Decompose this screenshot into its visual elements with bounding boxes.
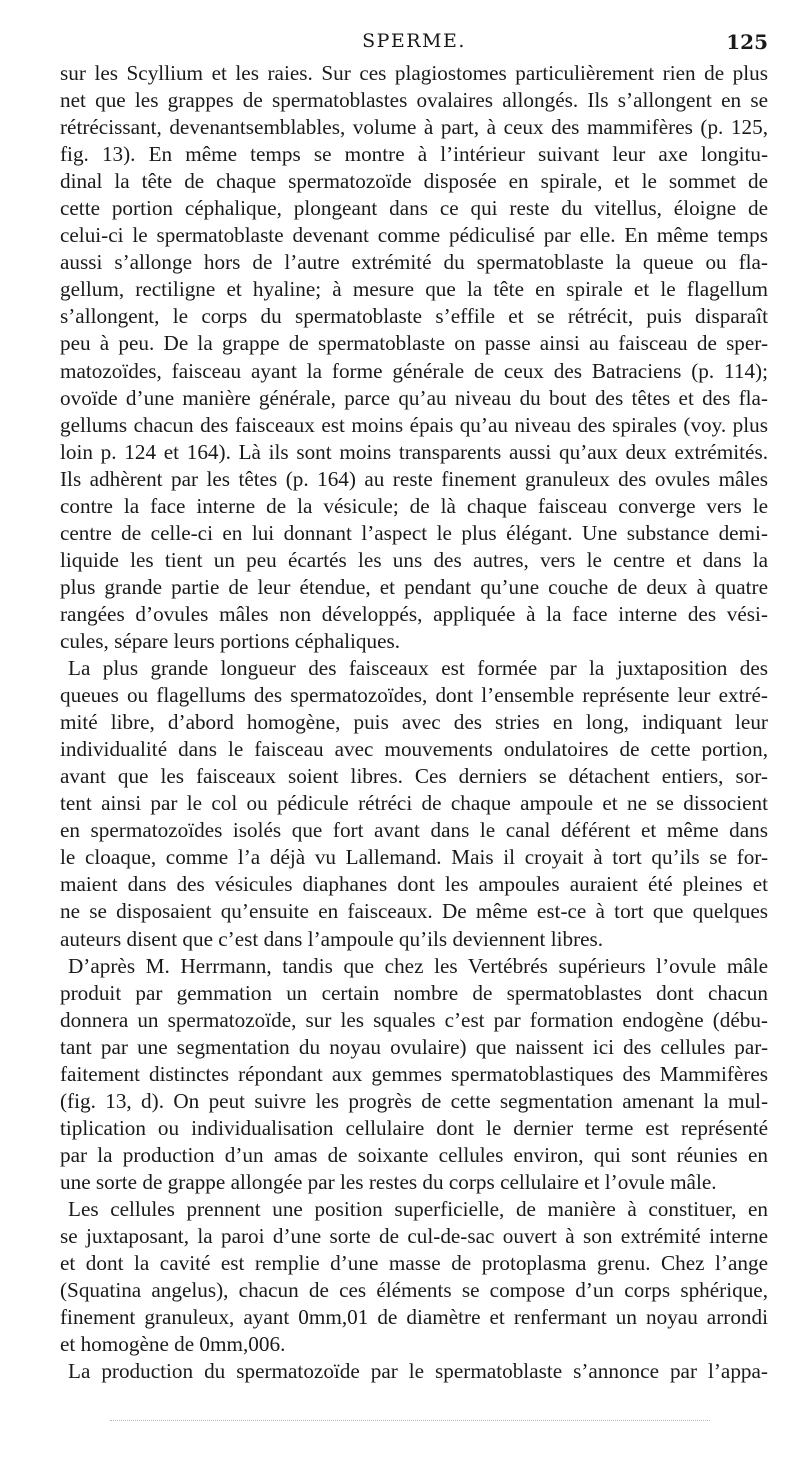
page-number: 125 [726,30,768,54]
text-line: cules, sépare leurs portions céphaliques. [60,628,401,653]
text-line: queues ou flagellums des spermatozoïdes, dont l’ensemble représente leur extré- [60,683,768,708]
text-line: La plus grande longueur des faisceaux est formée par la juxtaposition des [68,656,768,681]
text-line: rangées d’ovules mâles non développés, appliquée à la face interne des vési- [60,601,768,626]
text-line: tent ainsi par le col ou pédicule rétréci de chaque ampoule et ne se dissocient [60,791,768,816]
text-line: cette portion céphalique, plongeant dans ce qui reste du vitellus, éloigne de [60,196,768,221]
text-line: le cloaque, comme l’a déjà vu Lallemand. Mais il croyait à tort qu’ils se for- [60,845,768,870]
text-line: tiplication ou individualisation cellulaire dont le dernier terme est représenté [60,1115,768,1140]
text-line: gellum, rectiligne et hyaline; à mesure que la tête en spirale et le flagellum [60,277,768,302]
text-line: contre la face interne de la vésicule; de là chaque faisceau converge vers le [60,493,768,518]
text-line: en spermatozoïdes isolés que fort avant dans le canal déférent et même dans [60,818,768,843]
text-line: loin p. 124 et 164). Là ils sont moins transparents aussi qu’aux deux extrémités. [60,439,768,464]
running-title: SPERME. [362,30,466,52]
text-line: dinal la tête de chaque spermatozoïde disposée en spirale, et le sommet de [60,169,768,194]
text-line: maient dans des vésicules diaphanes dont les ampoules auraient été pleines et [60,872,768,897]
text-line: matozoïdes, faisceau ayant la forme générale de ceux des Batraciens (p. 114); [60,358,768,383]
text-line: fig. 13). En même temps se montre à l’intérieur suivant leur axe longitu- [60,142,768,167]
text-line: rétrécissant, devenantsemblables, volume à part, à ceux des mammifères (p. 125, [60,115,768,140]
text-line: D’après M. Herrmann, tandis que chez les Vertébrés supérieurs l’ovule mâle [68,953,768,978]
text-line: s’allongent, le corps du spermatoblaste s’effile et se rétrécit, puis disparaît [60,304,768,329]
text-line: (Squatina angelus), chacun de ces éléments se compose d’un corps sphérique, [60,1278,768,1303]
text-line: La production du spermatozoïde par le spermatoblaste s’annonce par l’appa- [68,1359,768,1384]
text-line: auteurs disent que c’est dans l’ampoule qu’ils deviennent libres. [60,926,604,951]
text-line: peu à peu. De la grappe de spermatoblaste on passe ainsi au faisceau de sper- [60,331,768,356]
text-line: aussi s’allonge hors de l’autre extrémité du spermatoblaste la queue ou fla- [60,250,768,275]
body-text [60,60,768,1385]
text-line: donnera un spermatozoïde, sur les squales c’est par formation endogène (débu- [60,1007,768,1032]
text-line: gellums chacun des faisceaux est moins épais qu’au niveau des spirales (voy. plus [60,412,768,437]
text-line: mité libre, d’abord homogène, puis avec des stries en long, indiquant leur [60,710,768,735]
text-line: produit par gemmation un certain nombre de spermatoblastes dont chacun [60,980,768,1005]
text-line: Les cellules prennent une position superficielle, de manière à constituer, en [68,1196,768,1221]
text-line: sur les Scyllium et les raies. Sur ces plagiostomes particulièrement rien de plus [60,61,768,85]
text-line: faitement distinctes répondant aux gemmes spermatoblastiques des Mammifères [60,1061,768,1086]
text-line: ovoïde d’une manière générale, parce qu’au niveau du bout des têtes et des fla- [60,385,768,410]
text-line: individualité dans le faisceau avec mouvements ondulatoires de cette portion, [60,737,768,762]
text-line: finement granuleux, ayant 0mm,01 de diamètre et renfermant un noyau arrondi [60,1305,768,1330]
text-line: une sorte de grappe allongée par les restes du corps cellulaire et l’ovule mâle. [60,1169,717,1194]
text-line: avant que les faisceaux soient libres. Ces derniers se détachent entiers, sor- [60,764,768,789]
text-line: par la production d’un amas de soixante cellules environ, qui sont réunies en [60,1142,768,1167]
text-line: se juxtaposant, la paroi d’une sorte de cul-de-sac ouvert à son extrémité interne [60,1224,768,1249]
running-head [60,30,768,56]
text-line: Ils adhèrent par les têtes (p. 164) au reste finement granuleux des ovules mâles [60,466,768,491]
text-line: (fig. 13, d). On peut suivre les progrès de cette segmentation amenant la mul- [60,1088,768,1113]
text-line: centre de celle-ci en lui donnant l’aspect le plus élégant. Une substance demi- [60,520,768,545]
text-line: celui-ci le spermatoblaste devenant comme pédiculisé par elle. En même temps [60,223,768,248]
text-line: et homogène de 0mm,006. [60,1332,286,1357]
text-line: plus grande partie de leur étendue, et pendant qu’une couche de deux à quatre [60,574,768,599]
text-line: liquide les tient un peu écartés les uns des autres, vers le centre et dans la [60,547,768,572]
text-line: ne se disposaient qu’ensuite en faisceaux. De même est-ce à tort que quelques [60,899,768,924]
text-line: tant par une segmentation du noyau ovulaire) que naissent ici des cellules par- [60,1034,768,1059]
text-line: et dont la cavité est remplie d’une masse de protoplasma grenu. Chez l’ange [60,1251,768,1276]
bottom-rule [110,1420,710,1421]
text-line: net que les grappes de spermatoblastes ovalaires allongés. Ils s’allongent en se [60,88,768,113]
